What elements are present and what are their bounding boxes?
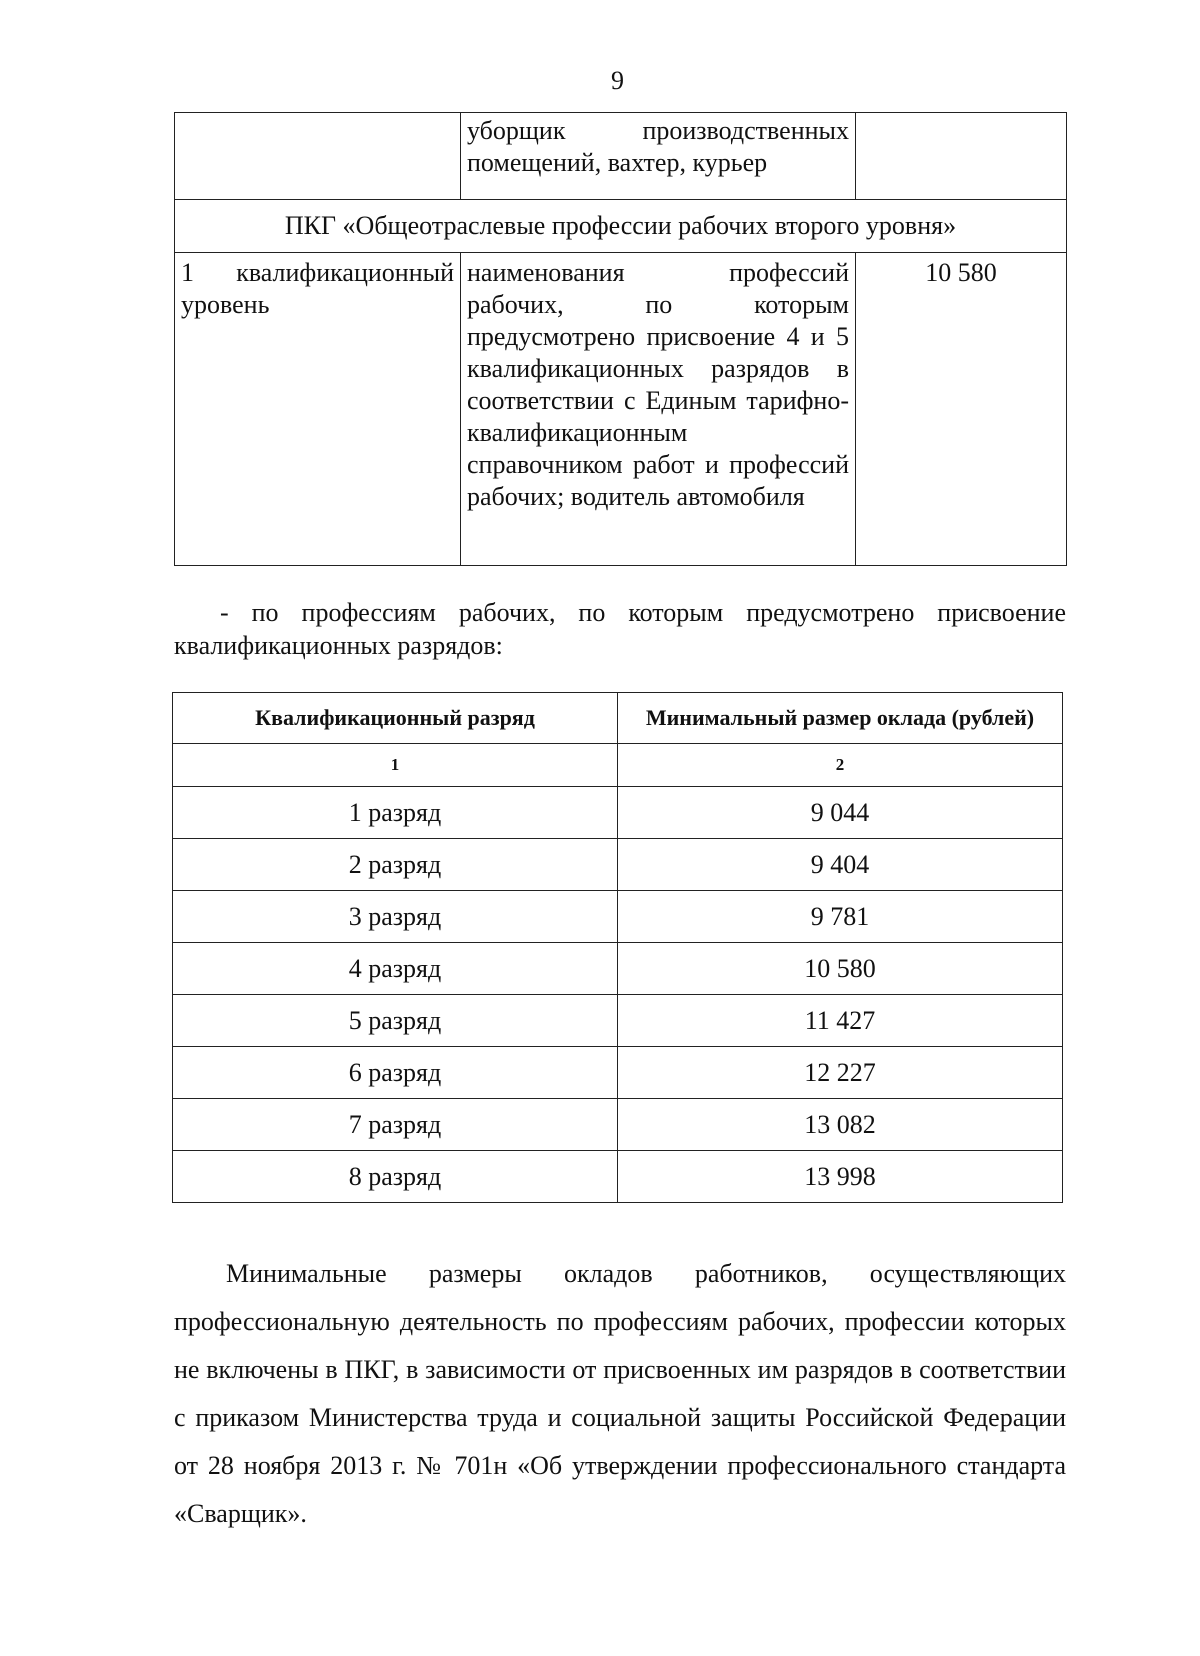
column-number: 1: [173, 744, 618, 787]
intro-paragraph: - по профессиям рабочих, по которым предусмотрено присвоение квалификационных разрядов:: [174, 598, 1066, 660]
group-title: ПКГ «Общеотраслевые профессии рабочих второго уровня»: [175, 200, 1067, 253]
salary-cell: 11 427: [618, 995, 1063, 1047]
table-row: [173, 995, 1063, 1047]
table-row: [173, 1099, 1063, 1151]
professions-cell: наименования профессий рабочих, по которым предусмотрено присвоение 4 и 5 квалификационных разрядов в соответствии с Единым тарифно-квалификационным справочником работ и профессий рабочих; водитель автомобиля: [461, 253, 856, 566]
table-row: [173, 891, 1063, 943]
salary-column-header: Минимальный размер оклада (рублей): [618, 693, 1063, 744]
salary-cell: 13 998: [618, 1151, 1063, 1203]
salary-cell: 10 580: [618, 943, 1063, 995]
grade-cell: 4 разряд: [173, 943, 618, 995]
table-row: [173, 787, 1063, 839]
salary-cell: 9 781: [618, 891, 1063, 943]
level-cell: 1 квалификационный уровень: [175, 253, 461, 566]
grade-cell: 8 разряд: [173, 1151, 618, 1203]
grade-cell: 6 разряд: [173, 1047, 618, 1099]
header-row: [173, 693, 1063, 744]
grade-cell: 1 разряд: [173, 787, 618, 839]
professions-cell: уборщик производственных помещений, вахтер, курьер: [461, 113, 856, 200]
column-numbers-row: [173, 744, 1063, 787]
salary-cell: [856, 113, 1067, 200]
salary-cell: 9 404: [618, 839, 1063, 891]
grade-cell: 2 разряд: [173, 839, 618, 891]
table-row: [175, 113, 1067, 200]
grade-cell: 3 разряд: [173, 891, 618, 943]
grade-column-header: Квалификационный разряд: [173, 693, 618, 744]
table-row: [175, 253, 1067, 566]
salary-cell: 13 082: [618, 1099, 1063, 1151]
table-row: [173, 1151, 1063, 1203]
salary-cell: 9 044: [618, 787, 1063, 839]
grades-table: [172, 692, 1063, 1203]
column-number: 2: [618, 744, 1063, 787]
group-title-row: [175, 200, 1067, 253]
grade-cell: 5 разряд: [173, 995, 618, 1047]
grade-cell: 7 разряд: [173, 1099, 618, 1151]
page-number: 9: [611, 66, 624, 95]
level-cell: [175, 113, 461, 200]
salary-cell: 10 580: [856, 253, 1067, 566]
pkg-table-continuation: [174, 112, 1067, 566]
closing-paragraph: Минимальные размеры окладов работников, осуществляющих профессиональную деятельность по профессиям рабочих, профессии которых не включены в ПКГ, в зависимости от присвоенных им разрядов в соответствии с приказом Министерства труда и социальной защиты Российской Федерации от 28 ноября 2013 г. № 701н «Об утверждении профессионального стандарта «Сварщик».: [174, 1259, 1066, 1528]
table-row: [173, 1047, 1063, 1099]
table-row: [173, 943, 1063, 995]
table-row: [173, 839, 1063, 891]
salary-cell: 12 227: [618, 1047, 1063, 1099]
